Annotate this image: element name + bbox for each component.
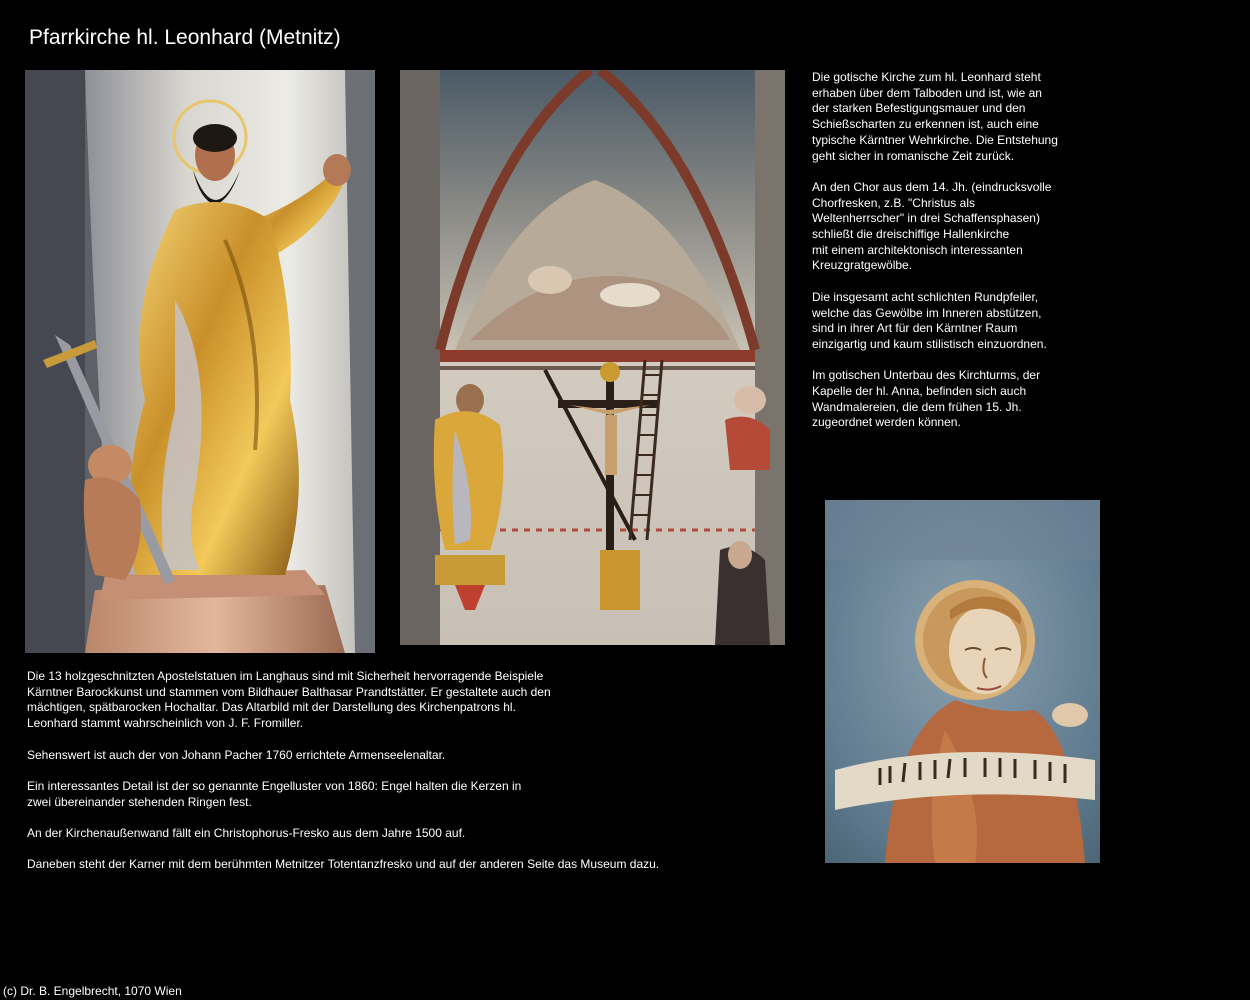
church-description-bottom xyxy=(27,669,677,889)
text-line: Die 13 holzgeschnitzten Apostelstatuen im Langhaus sind mit Sicherheit hervorragende Beispiele xyxy=(27,669,544,683)
paragraph xyxy=(27,669,677,732)
text-line: geht sicher in romanische Zeit zurück. xyxy=(812,148,1015,163)
copyright-footer: (c) Dr. B. Engelbrecht, 1070 Wien xyxy=(3,984,182,998)
apostle-statue-photo-icon xyxy=(25,70,375,653)
text-line: welche das Gewölbe im Inneren abstützen, xyxy=(812,305,1042,320)
fresco-detail-photo xyxy=(825,500,1100,863)
fresco-detail-photo-icon xyxy=(825,500,1100,863)
paragraph xyxy=(27,857,677,873)
crucifix-fresco-photo-icon xyxy=(400,70,785,645)
text-line: Schießscharten zu erkennen ist, auch eine xyxy=(812,117,1039,132)
paragraph xyxy=(812,70,1072,164)
text-line: zugeordnet werden können. xyxy=(812,415,961,430)
paragraph xyxy=(27,826,677,842)
text-line: Ein interessantes Detail ist der so genannte Engelluster von 1860: Engel halten die Kerzen in xyxy=(27,778,522,793)
paragraph xyxy=(812,290,1072,353)
paragraph xyxy=(812,368,1072,431)
text-line: einzigartig und kaum stilistisch einzuordnen. xyxy=(812,336,1047,351)
text-line: Wandmalereien, die dem frühen 15. Jh. xyxy=(812,399,1022,414)
text-line: An der Kirchenaußenwand fällt ein Christophorus-Fresko aus dem Jahre 1500 auf. xyxy=(27,825,466,840)
church-description-right xyxy=(812,70,1072,447)
text-line: Leonhard stammt wahrscheinlich von J. F. Fromiller. xyxy=(27,716,304,731)
paragraph xyxy=(812,180,1072,274)
paragraph xyxy=(27,748,677,764)
text-line: mit einem architektonisch interessanten xyxy=(812,242,1023,257)
text-line: Kreuzgratgewölbe. xyxy=(812,258,913,273)
text-line: Weltenherrscher" in drei Schaffensphasen) xyxy=(812,211,1040,226)
text-line: typische Kärntner Wehrkirche. Die Entstehung xyxy=(812,132,1058,147)
text-line: Die gotische Kirche zum hl. Leonhard steht xyxy=(812,70,1041,84)
apostle-statue-photo xyxy=(25,70,375,653)
text-line: An den Chor aus dem 14. Jh. (eindrucksvolle xyxy=(812,179,1052,194)
text-line: zwei übereinander stehenden Ringen fest. xyxy=(27,794,252,809)
text-line: der starken Befestigungsmauer und den xyxy=(812,101,1026,116)
text-line: Im gotischen Unterbau des Kirchturms, der xyxy=(812,368,1041,383)
text-line: sind in ihrer Art für den Kärntner Raum xyxy=(812,321,1018,336)
text-line: erhaben über dem Talboden und ist, wie an xyxy=(812,85,1042,100)
page-title: Pfarrkirche hl. Leonhard (Metnitz) xyxy=(29,26,341,49)
text-line: Chorfresken, z.B. "Christus als xyxy=(812,195,975,210)
text-line: Daneben steht der Karner mit dem berühmten Metnitzer Totentanzfresko und auf der anderen Seite das Museum dazu. xyxy=(27,857,660,872)
crucifix-fresco-photo xyxy=(400,70,785,645)
text-line: schließt die dreischiffige Hallenkirche xyxy=(812,227,1010,242)
text-line: Sehenswert ist auch der von Johann Pacher 1760 errichtete Armenseelenaltar. xyxy=(27,747,446,762)
text-line: Kapelle der hl. Anna, befinden sich auch xyxy=(812,384,1027,399)
text-line: mächtigen, spätbarocken Hochaltar. Das Altarbild mit der Darstellung des Kirchenpatrons hl. xyxy=(27,700,516,715)
text-line: Kärntner Barockkunst und stammen vom Bildhauer Balthasar Prandtstätter. Er gestaltete auch den xyxy=(27,684,551,699)
text-line: Die insgesamt acht schlichten Rundpfeiler, xyxy=(812,289,1039,304)
paragraph xyxy=(27,779,677,810)
